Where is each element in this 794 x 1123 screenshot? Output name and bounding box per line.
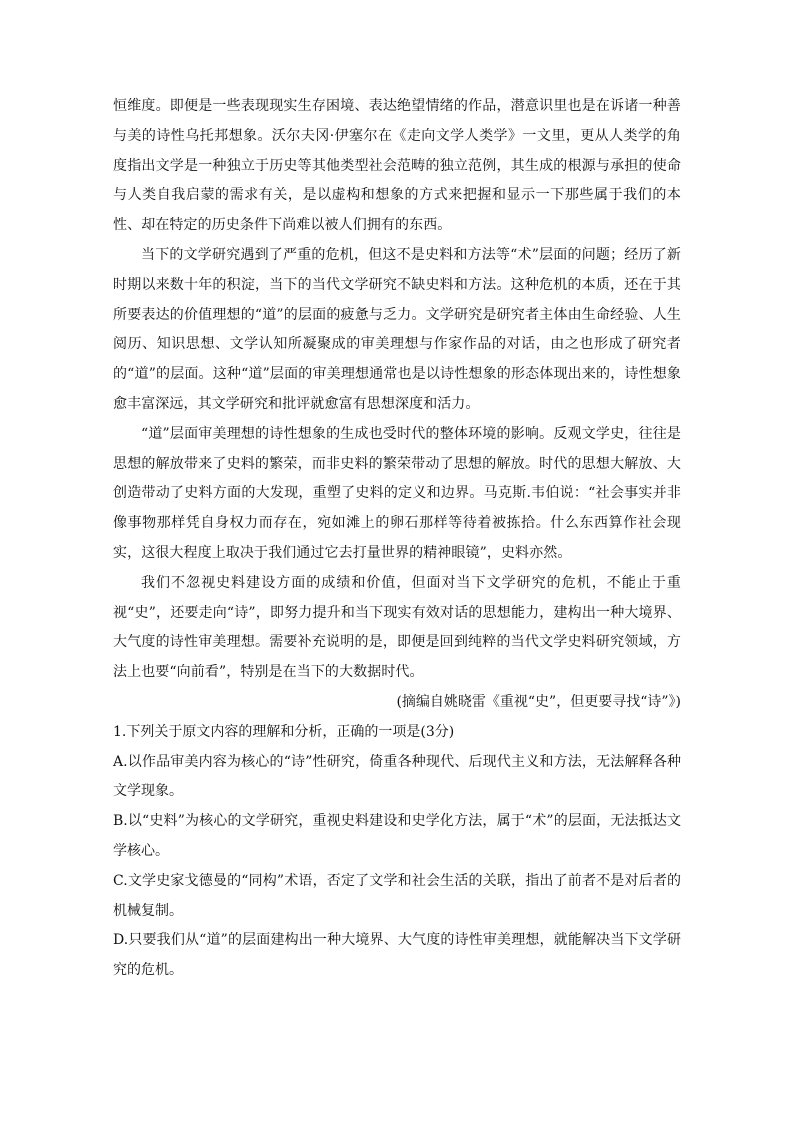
question-option-c: C.文学史家戈德曼的“同构”术语，否定了文学和社会生活的关联，指出了前者不是对后者的机械复制。 [113, 872, 681, 919]
question-option-b: B.以“史料”为核心的文学研究，重视史料建设和史学化方法，属于“术”的层面，无法抵达文学核心。 [113, 813, 681, 859]
document-page [113, 92, 681, 986]
question-option-d: D.只要我们从“道”的层面建构出一种大境界、大气度的诗性审美理想，就能解决当下文学研究的危机。 [113, 932, 681, 979]
passage-paragraph-2: 当下的文学研究遇到了严重的危机，但这不是史料和方法等“术”层面的问题；经历了新时期以来数十年的积淀，当下的当代文学研究不缺史料和方法。这种危机的本质，还在于其所要表达的价值理想的“道”的层面的疲惫与乏力。文学研究是研究者主体由生命经验、人生阅历、知识思想、文学认知所凝聚成的审美理想与作家作品的对话，由之也形成了研究者的“道”的层面。这种“道”层面的审美理想通常也是以诗性想象的形态体现出来的，诗性想象愈丰富深远，其文学研究和批评就愈富有思想深度和活力。 [113, 246, 681, 412]
passage-source: (摘编自姚晓雷《重视“史”，但更要寻找“诗”》) [396, 693, 681, 710]
passage-paragraph-3: “道”层面审美理想的诗性想象的生成也受时代的整体环境的影响。反观文学史，往往是思想的解放带来了史料的繁荣，而非史料的繁荣带动了思想的解放。时代的思想大解放、大创造带动了史料方面的大发现，重塑了史料的定义和边界。马克斯.韦伯说：“社会事实并非像事物那样凭自身权力而存在，宛如滩上的卵石那样等待着被拣拾。什么东西算作社会现实，这很大程度上取决于我们通过它去打量世界的精神眼镜”，史料亦然。 [113, 425, 681, 561]
passage-paragraph-4: 我们不忽视史料建设方面的成绩和价值，但面对当下文学研究的危机，不能止于重视“史”，还要走向“诗”，即努力提升和当下现实有效对话的思想能力，建构出一种大境界、大气度的诗性审美理想。需要补充说明的是，即便是回到纯粹的当代文学史料研究领域，方法上也要“向前看”，特别是在当下的大数据时代。 [113, 574, 681, 681]
passage-paragraph-1: 恒维度。即便是一些表现现实生存困境、表达绝望情绪的作品，潜意识里也是在诉诸一种善与美的诗性乌托邦想象。沃尔夫冈·伊塞尔在《走向文学人类学》一文里，更从人类学的角度指出文学是一种独立于历史等其他类型社会范畴的独立范例，其生成的根源与承担的使命与人类自我启蒙的需求有关，是以虚构和想象的方式来把握和显示一下那些属于我们的本性、却在特定的历史条件下尚难以被人们拥有的东西。 [113, 98, 681, 234]
question-option-a: A.以作品审美内容为核心的“诗”性研究，倚重各种现代、后现代主义和方法，无法解释各种文学现象。 [113, 753, 681, 800]
question-stem: 1.下列关于原文内容的理解和分析，正确的一项是(3分) [113, 723, 455, 740]
